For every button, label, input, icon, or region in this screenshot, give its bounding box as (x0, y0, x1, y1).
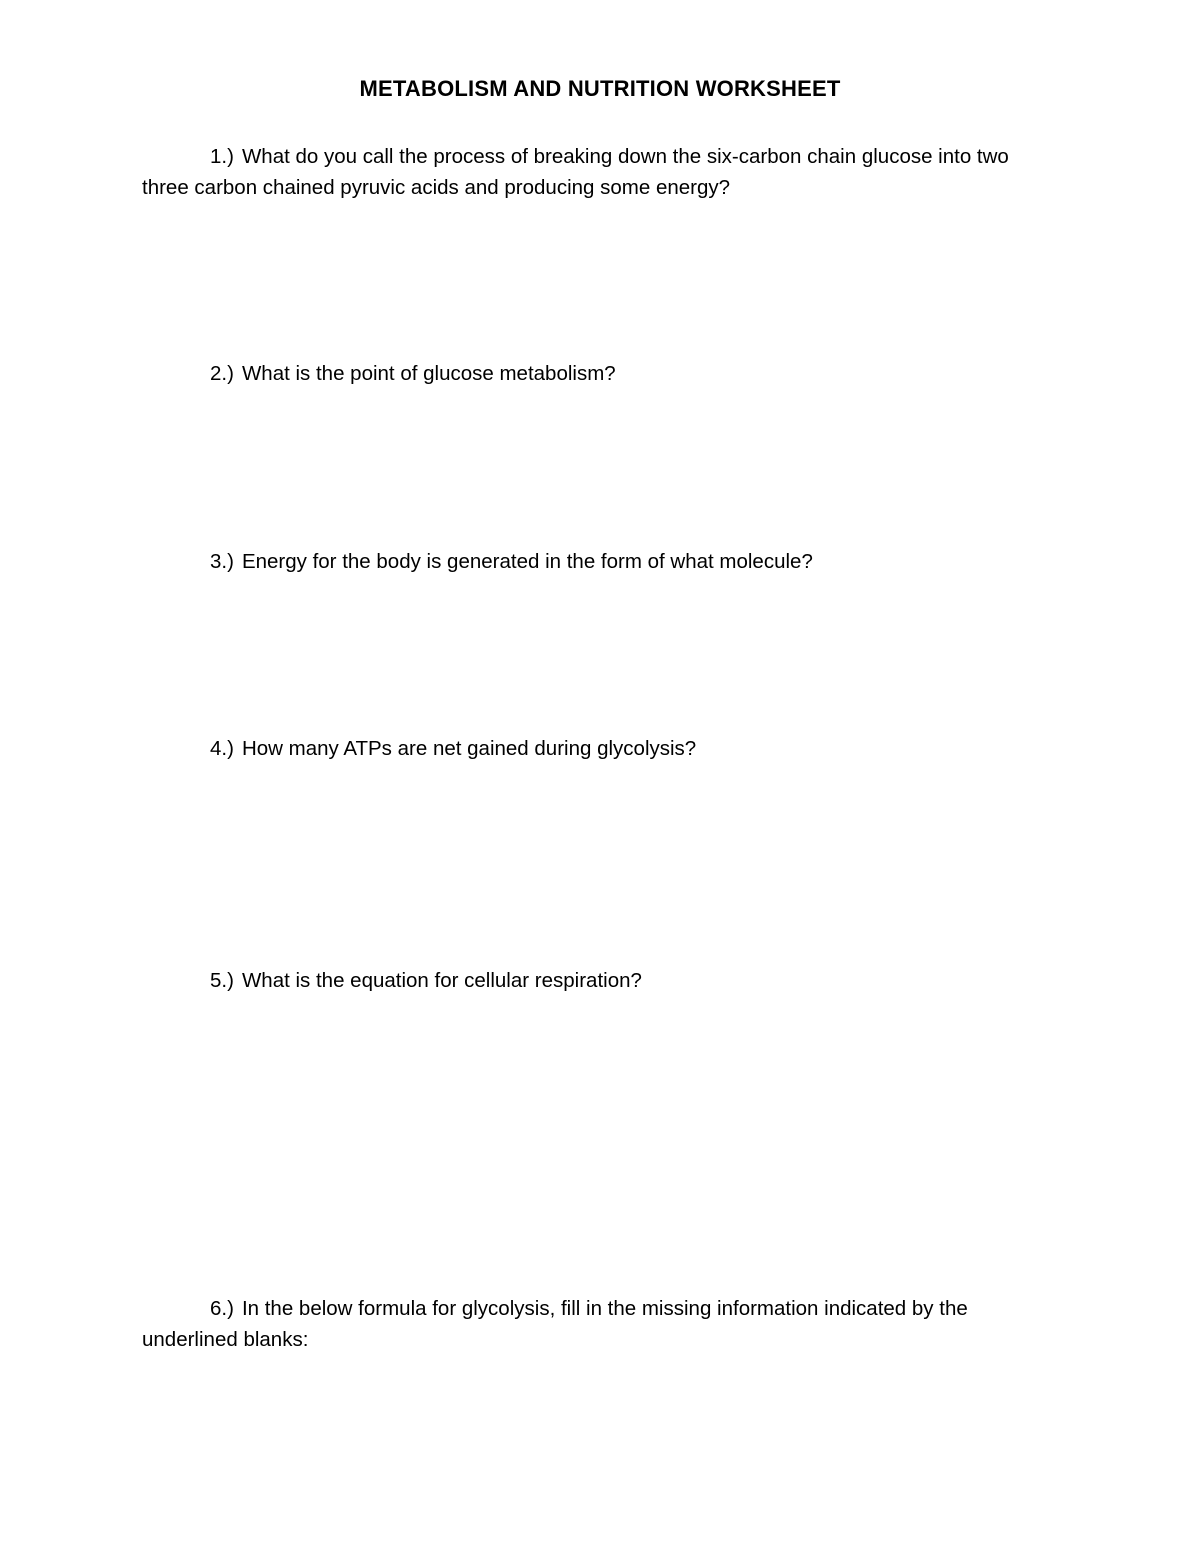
question-text: What is the point of glucose metabolism? (241, 362, 616, 385)
question-text: Energy for the body is generated in the form of what molecule? (241, 550, 813, 573)
question-number: 5.) (210, 969, 234, 992)
question-3 (142, 546, 1032, 577)
question-2 (142, 358, 1032, 389)
question-number: 1.) (210, 145, 234, 168)
question-4 (142, 733, 1032, 764)
question-1 (142, 141, 1032, 203)
question-text: What is the equation for cellular respiration? (241, 969, 642, 992)
question-number: 6.) (210, 1297, 234, 1320)
worksheet-title: METABOLISM AND NUTRITION WORKSHEET (359, 76, 841, 101)
question-text: What do you call the process of breaking down the six-carbon chain glucose into two three carbon chained pyruvic acids and producing some energy? (142, 145, 1009, 199)
question-text: How many ATPs are net gained during glycolysis? (241, 737, 697, 760)
question-5 (142, 965, 1032, 996)
question-number: 3.) (210, 550, 234, 573)
question-number: 2.) (210, 362, 234, 385)
question-number: 4.) (210, 737, 234, 760)
question-6 (142, 1293, 1032, 1355)
question-text: In the below formula for glycolysis, fill in the missing information indicated by the underlined blanks: (142, 1297, 968, 1351)
